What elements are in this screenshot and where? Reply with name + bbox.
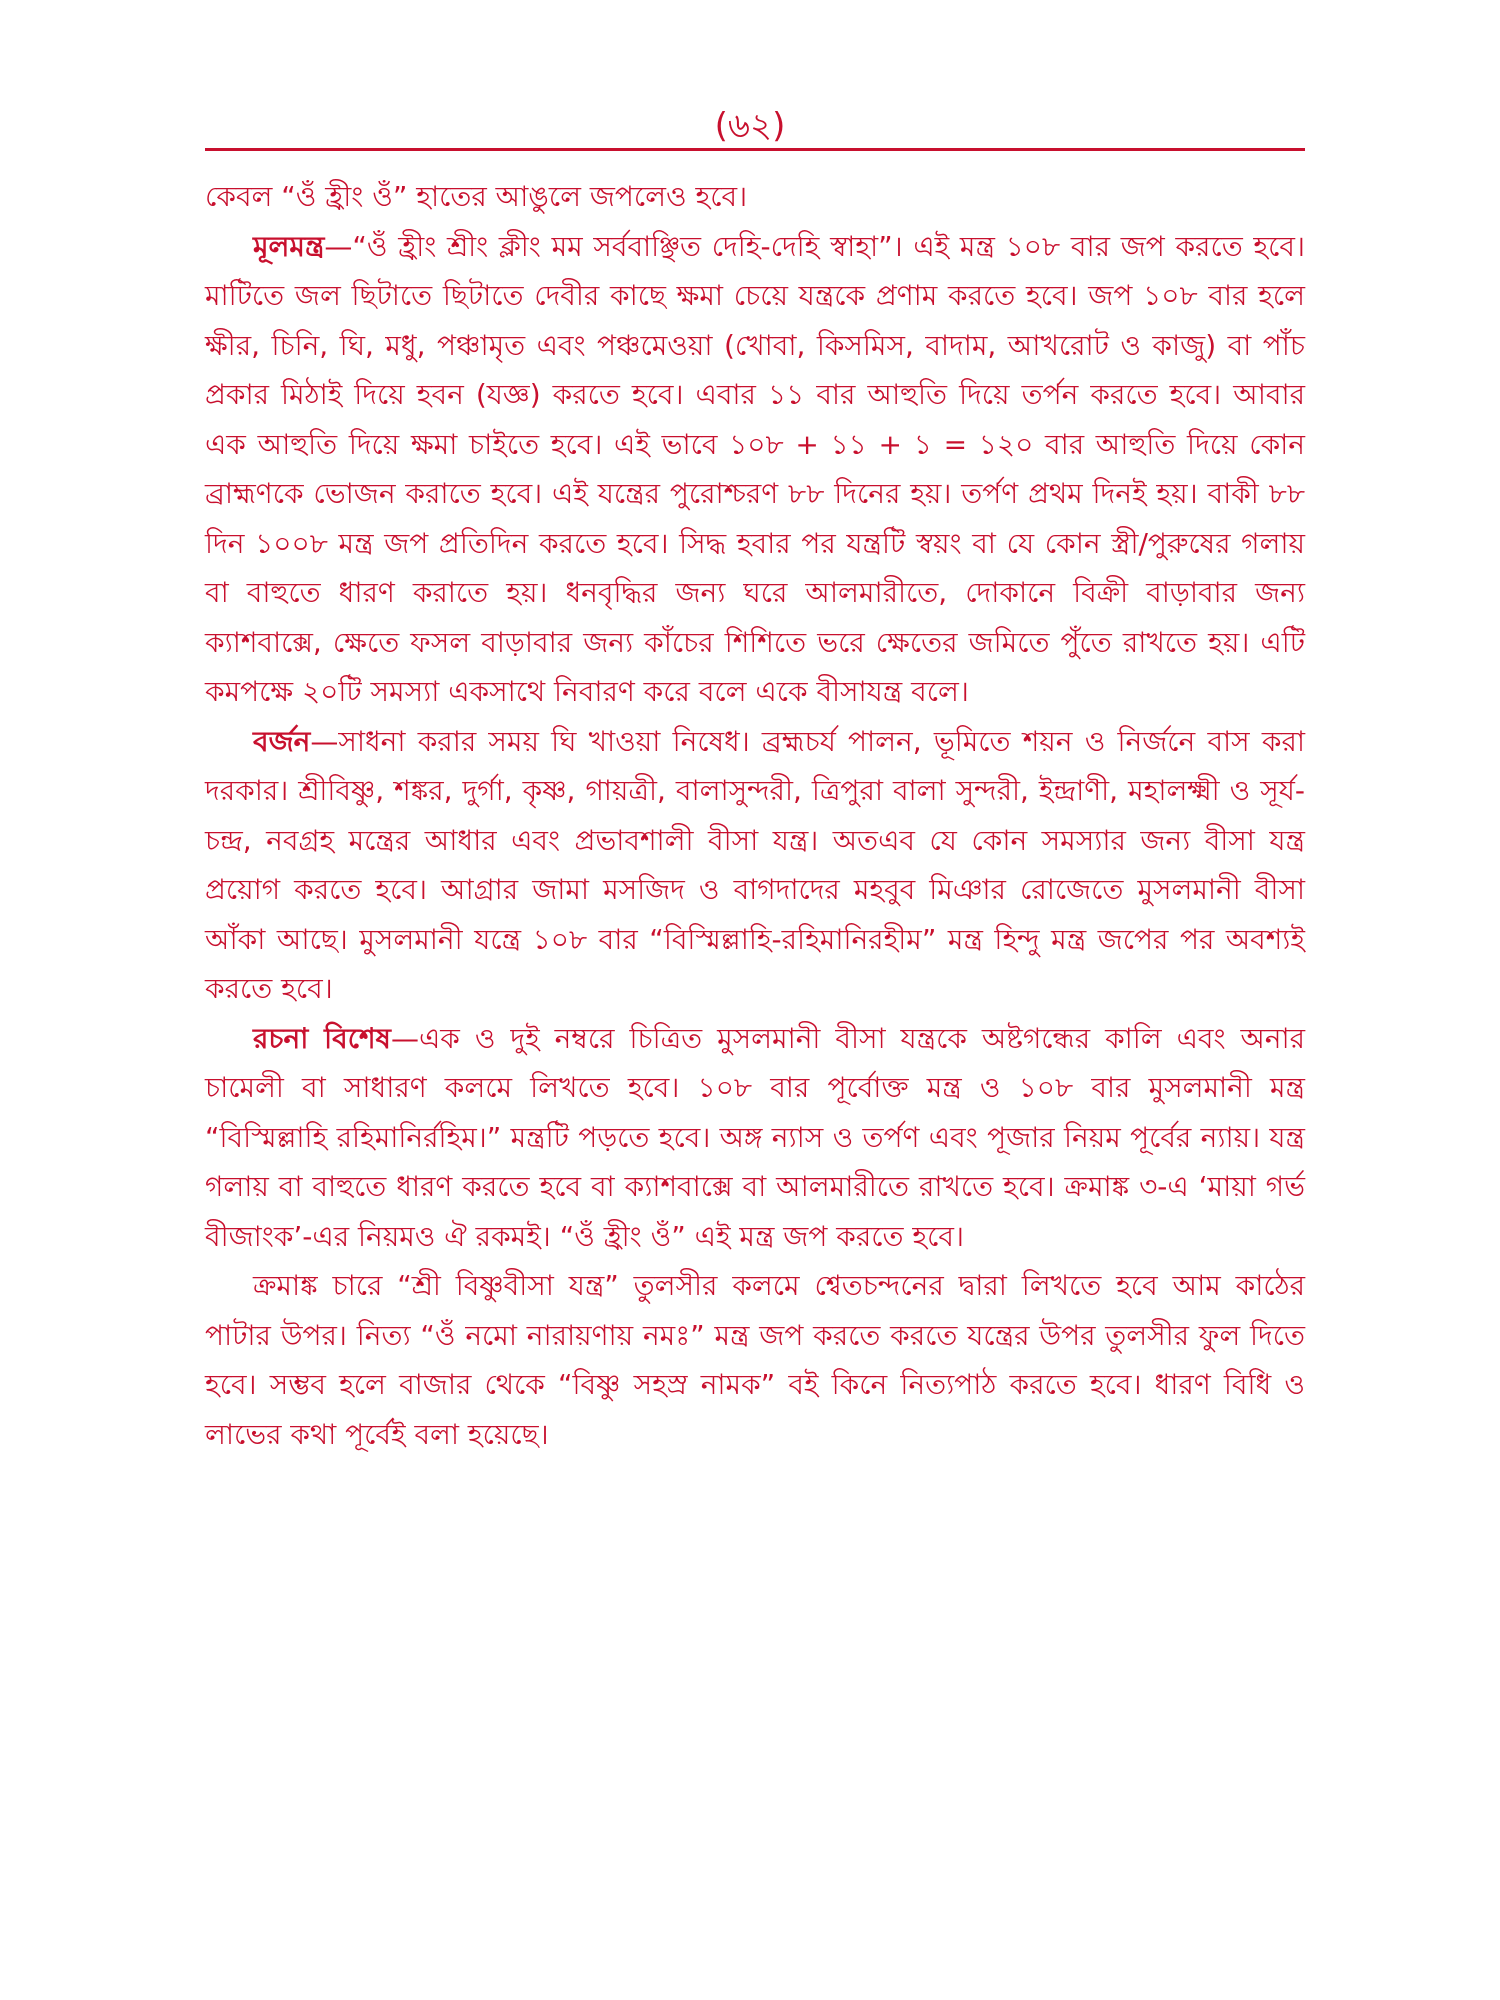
paragraph-text: —এক ও দুই নম্বরে চিত্রিত মুসলমানী বীসা যন্ত্রকে অষ্টগন্ধের কালি এবং অনার চামেলী বা সাধারণ কলমে লিখতে হবে। ১০৮ বার পূর্বোক্ত মন্ত্র ও ১০৮ বার মুসলমানী মন্ত্র “বিস্মিল্লাহি রহিমানির্রহিম।” মন্ত্রটি পড়তে হবে। অঙ্গ ন্যাস ও তর্পণ এবং পূজার নিয়ম পূর্বের ন্যায়। যন্ত্র গলায় বা বাহুতে ধারণ করতে হবে বা ক্যাশবাক্সে বা আলমারীতে রাখতে হবে। ক্রমাঙ্ক ৩-এ ‘মায়া গর্ভ বীজাংক’-এর নিয়মও ঐ রকমই। “ওঁ হ্রীং ওঁ” এই মন্ত্র জপ করতে হবে। bbox=[205, 1021, 1305, 1253]
page-number: (৬২) bbox=[714, 106, 786, 146]
paragraph-barjan bbox=[205, 717, 1305, 1014]
paragraph-heading: বর্জন bbox=[253, 724, 311, 758]
paragraph-mulmantra bbox=[205, 222, 1305, 717]
paragraph-intro bbox=[205, 172, 1305, 222]
paragraph-text: —“ওঁ হ্রীং শ্রীং ক্লীং মম সর্ববাঞ্ছিত দেহি-দেহি স্বাহা”। এই মন্ত্র ১০৮ বার জপ করতে হবে। মাটিতে জল ছিটাতে ছিটাতে দেবীর কাছে ক্ষমা চেয়ে যন্ত্রকে প্রণাম করতে হবে। জপ ১০৮ বার হলে ক্ষীর, চিনি, ঘি, মধু, পঞ্চামৃত এবং পঞ্চমেওয়া (খোবা, কিসমিস, বাদাম, আখরোট ও কাজু) বা পাঁচ প্রকার মিঠাই দিয়ে হবন (যজ্ঞ) করতে হবে। এবার ১১ বার আহুতি দিয়ে তর্পন করতে হবে। আবার এক আহুতি দিয়ে ক্ষমা চাইতে হবে। এই ভাবে ১০৮ + ১১ + ১ = ১২০ বার আহুতি দিয়ে কোন ব্রাহ্মণকে ভোজন করাতে হবে। এই যন্ত্রের পুরোশ্চরণ ৮৮ দিনের হয়। তর্পণ প্রথম দিনই হয়। বাকী ৮৮ দিন ১০০৮ মন্ত্র জপ প্রতিদিন করতে হবে। সিদ্ধ হবার পর যন্ত্রটি স্বয়ং বা যে কোন স্ত্রী/পুরুষের গলায় বা বাহুতে ধারণ করাতে হয়। ধনবৃদ্ধির জন্য ঘরে আলমারীতে, দোকানে বিক্রী বাড়াবার জন্য ক্যাশবাক্সে, ক্ষেতে ফসল বাড়াবার জন্য কাঁচের শিশিতে ভরে ক্ষেতের জমিতে পুঁতে রাখতে হয়। এটি কমপক্ষে ২০টি সমস্যা একসাথে নিবারণ করে বলে একে বীসাযন্ত্র বলে। bbox=[205, 229, 1305, 708]
paragraph-text: ক্রমাঙ্ক চারে “শ্রী বিষ্ণুবীসা যন্ত্র” তুলসীর কলমে শ্বেতচন্দনের দ্বারা লিখতে হবে আম কাঠের পাটার উপর। নিত্য “ওঁ নমো নারায়ণায় নমঃ” মন্ত্র জপ করতে করতে যন্ত্রের উপর তুলসীর ফুল দিতে হবে। সম্ভব হলে বাজার থেকে “বিষ্ণু সহস্র নামক” বই কিনে নিত্যপাঠ করতে হবে। ধারণ বিধি ও লাভের কথা পূর্বেই বলা হয়েছে। bbox=[205, 1269, 1305, 1451]
paragraph-text: —সাধনা করার সময় ঘি খাওয়া নিষেধ। ব্রহ্মচর্য পালন, ভূমিতে শয়ন ও নির্জনে বাস করা দরকার। শ্রীবিষ্ণু, শঙ্কর, দুর্গা, কৃষ্ণ, গায়ত্রী, বালাসুন্দরী, ত্রিপুরা বালা সুন্দরী, ইন্দ্রাণী, মহালক্ষ্মী ও সূর্য-চন্দ্র, নবগ্রহ মন্ত্রের আধার এবং প্রভাবশালী বীসা যন্ত্র। অতএব যে কোন সমস্যার জন্য বীসা যন্ত্র প্রয়োগ করতে হবে। আগ্রার জামা মসজিদ ও বাগদাদের মহবুব মিঞার রোজেতে মুসলমানী বীসা আঁকা আছে। মুসলমানী যন্ত্রে ১০৮ বার “বিস্মিল্লাহি-রহিমানিরহীম” মন্ত্র হিন্দু মন্ত্র জপের পর অবশ্যই করতে হবে। bbox=[205, 724, 1305, 1005]
body-text bbox=[205, 172, 1305, 1459]
paragraph-kramanka bbox=[205, 1261, 1305, 1459]
paragraph-text: কেবল “ওঁ হ্রীং ওঁ” হাতের আঙুলে জপলেও হবে। bbox=[205, 180, 748, 213]
paragraph-heading: রচনা বিশেষ bbox=[253, 1021, 391, 1055]
paragraph-heading: মূলমন্ত্র bbox=[253, 229, 325, 263]
paragraph-rachana bbox=[205, 1014, 1305, 1262]
header-rule bbox=[205, 148, 1305, 151]
